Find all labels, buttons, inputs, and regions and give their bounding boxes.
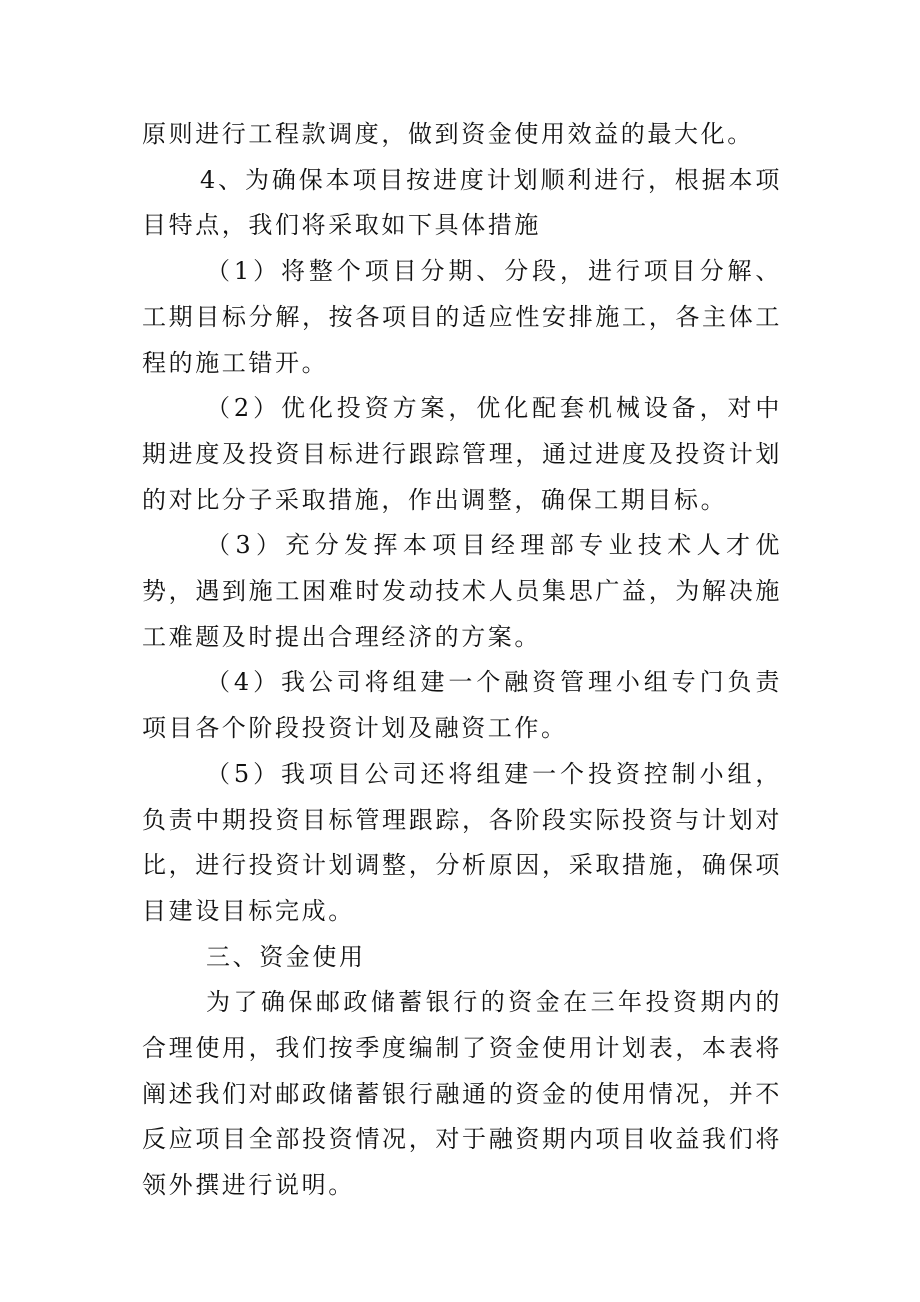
section-heading-fund-usage: 三、资金使用 [206,942,366,971]
paragraph-fund-usage: 为了确保邮政储蓄银行的资金在三年投资期内的合理使用，我们按季度编制了资金使用计划表，本表将阐述我们对邮政储蓄银行融通的资金的使用情况，并不反应项目全部投资情况，对于融资期内项目收益我们将领外撰进行说明。 [142,988,782,1200]
paragraph-measure-2: （2）优化投资方案，优化配套机械设备，对中期进度及投资目标进行跟踪管理，通过进度及投资计划的对比分子采取措施，作出调整，确保工期目标。 [142,394,782,514]
paragraph-continuation: 原则进行工程款调度，做到资金使用效益的最大化。 [142,120,754,148]
paragraph-measure-5: （5）我项目公司还将组建一个投资控制小组，负责中期投资目标管理跟踪，各阶段实际投资与计划对比，进行投资计划调整，分析原因，采取措施，确保项目建设目标完成。 [142,759,782,925]
paragraph-measure-1: （1）将整个项目分期、分段，进行项目分解、工期目标分解，按各项目的适应性安排施工，各主体工程的施工错开。 [142,257,782,377]
paragraph-item-4: 4、为确保本项目按进度计划顺利进行，根据本项目特点，我们将采取如下具体措施 [142,165,782,240]
document-body [142,112,782,1209]
paragraph-measure-3: （3）充分发挥本项目经理部专业技术人才优势，遇到施工困难时发动技术人员集思广益，为解决施工难题及时提出合理经济的方案。 [142,531,782,651]
paragraph-measure-4: （4）我公司将组建一个融资管理小组专门负责项目各个阶段投资计划及融资工作。 [142,668,782,743]
